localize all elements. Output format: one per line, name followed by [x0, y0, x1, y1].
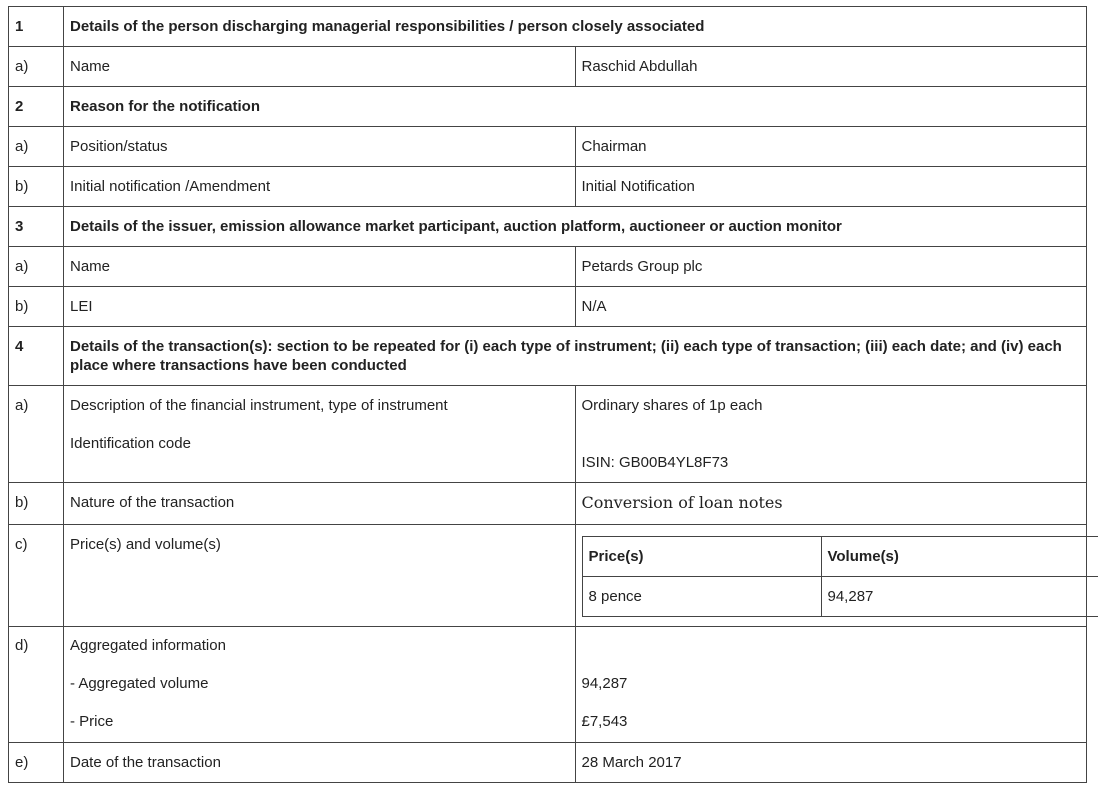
row-value: Chairman — [581, 138, 647, 155]
aggregated-volume-value: 94,287 — [581, 675, 628, 692]
table-row — [9, 386, 1087, 483]
section-title: Details of the person discharging managerial responsibilities / person closely associated — [70, 18, 705, 35]
row-value: Raschid Abdullah — [581, 58, 698, 75]
section-3-header-row — [9, 207, 1087, 247]
row-key: a) — [15, 58, 29, 75]
section-title: Details of the issuer, emission allowance market participant, auction platform, auctioneer or auction monitor — [70, 218, 842, 235]
row-label: LEI — [70, 298, 93, 315]
aggregated-volume-label: - Aggregated volume — [70, 675, 209, 692]
row-label: Aggregated information — [70, 637, 226, 654]
table-row — [9, 167, 1087, 207]
row-label: Name — [70, 258, 111, 275]
table-row — [9, 743, 1087, 783]
row-key: e) — [15, 754, 29, 771]
table-row — [9, 247, 1087, 287]
row-key: a) — [15, 397, 29, 414]
table-row — [9, 525, 1087, 627]
row-key: b) — [15, 178, 29, 195]
row-value: Initial Notification — [581, 178, 695, 195]
section-number: 4 — [15, 338, 24, 355]
table-row — [9, 127, 1087, 167]
row-value: N/A — [581, 298, 607, 315]
row-label: Date of the transaction — [70, 754, 221, 771]
aggregated-price-label: - Price — [70, 713, 114, 730]
row-label: Position/status — [70, 138, 168, 155]
section-title: Reason for the notification — [70, 98, 261, 115]
row-value: 28 March 2017 — [581, 754, 682, 771]
table-row — [9, 483, 1087, 525]
table-row — [9, 47, 1087, 87]
section-number: 3 — [15, 218, 24, 235]
row-label: Name — [70, 58, 111, 75]
row-label: Description of the financial instrument, type of instrument — [70, 397, 448, 414]
price-volume-header-row — [582, 537, 1098, 577]
price-volume-row — [582, 577, 1098, 617]
row-label-secondary: Identification code — [70, 435, 191, 452]
row-key: b) — [15, 494, 29, 511]
table-row — [9, 287, 1087, 327]
row-label: Initial notification /Amendment — [70, 178, 271, 195]
volume-header: Volume(s) — [827, 548, 899, 565]
section-4-header-row — [9, 327, 1087, 386]
section-2-header-row — [9, 87, 1087, 127]
row-key: a) — [15, 138, 29, 155]
notification-table — [8, 6, 1087, 783]
row-key: b) — [15, 298, 29, 315]
section-number-cell — [9, 7, 64, 47]
price-volume-table — [582, 536, 1098, 617]
row-value-secondary: ISIN: GB00B4YL8F73 — [581, 454, 729, 471]
section-1-header-row — [9, 7, 1087, 47]
section-number: 2 — [15, 98, 24, 115]
row-label: Nature of the transaction — [70, 494, 235, 511]
row-key: c) — [15, 536, 28, 553]
section-title-cell — [64, 7, 1087, 47]
aggregated-price-value: £7,543 — [581, 713, 628, 730]
price-value: 8 pence — [588, 588, 642, 605]
row-value: Ordinary shares of 1p each — [581, 397, 763, 414]
row-value: Conversion of loan notes — [581, 493, 783, 512]
section-title: Details of the transaction(s): section to be repeated for (i) each type of instrument; (ii) each type of transaction; (iii) each date; and (iv) each place where transactions have been conducted — [70, 338, 1062, 374]
table-row — [9, 627, 1087, 743]
row-key: a) — [15, 258, 29, 275]
section-number: 1 — [15, 18, 24, 35]
row-value: Petards Group plc — [581, 258, 703, 275]
row-label: Price(s) and volume(s) — [70, 536, 221, 553]
volume-value: 94,287 — [827, 588, 874, 605]
row-key: d) — [15, 637, 29, 654]
price-header: Price(s) — [588, 548, 644, 565]
